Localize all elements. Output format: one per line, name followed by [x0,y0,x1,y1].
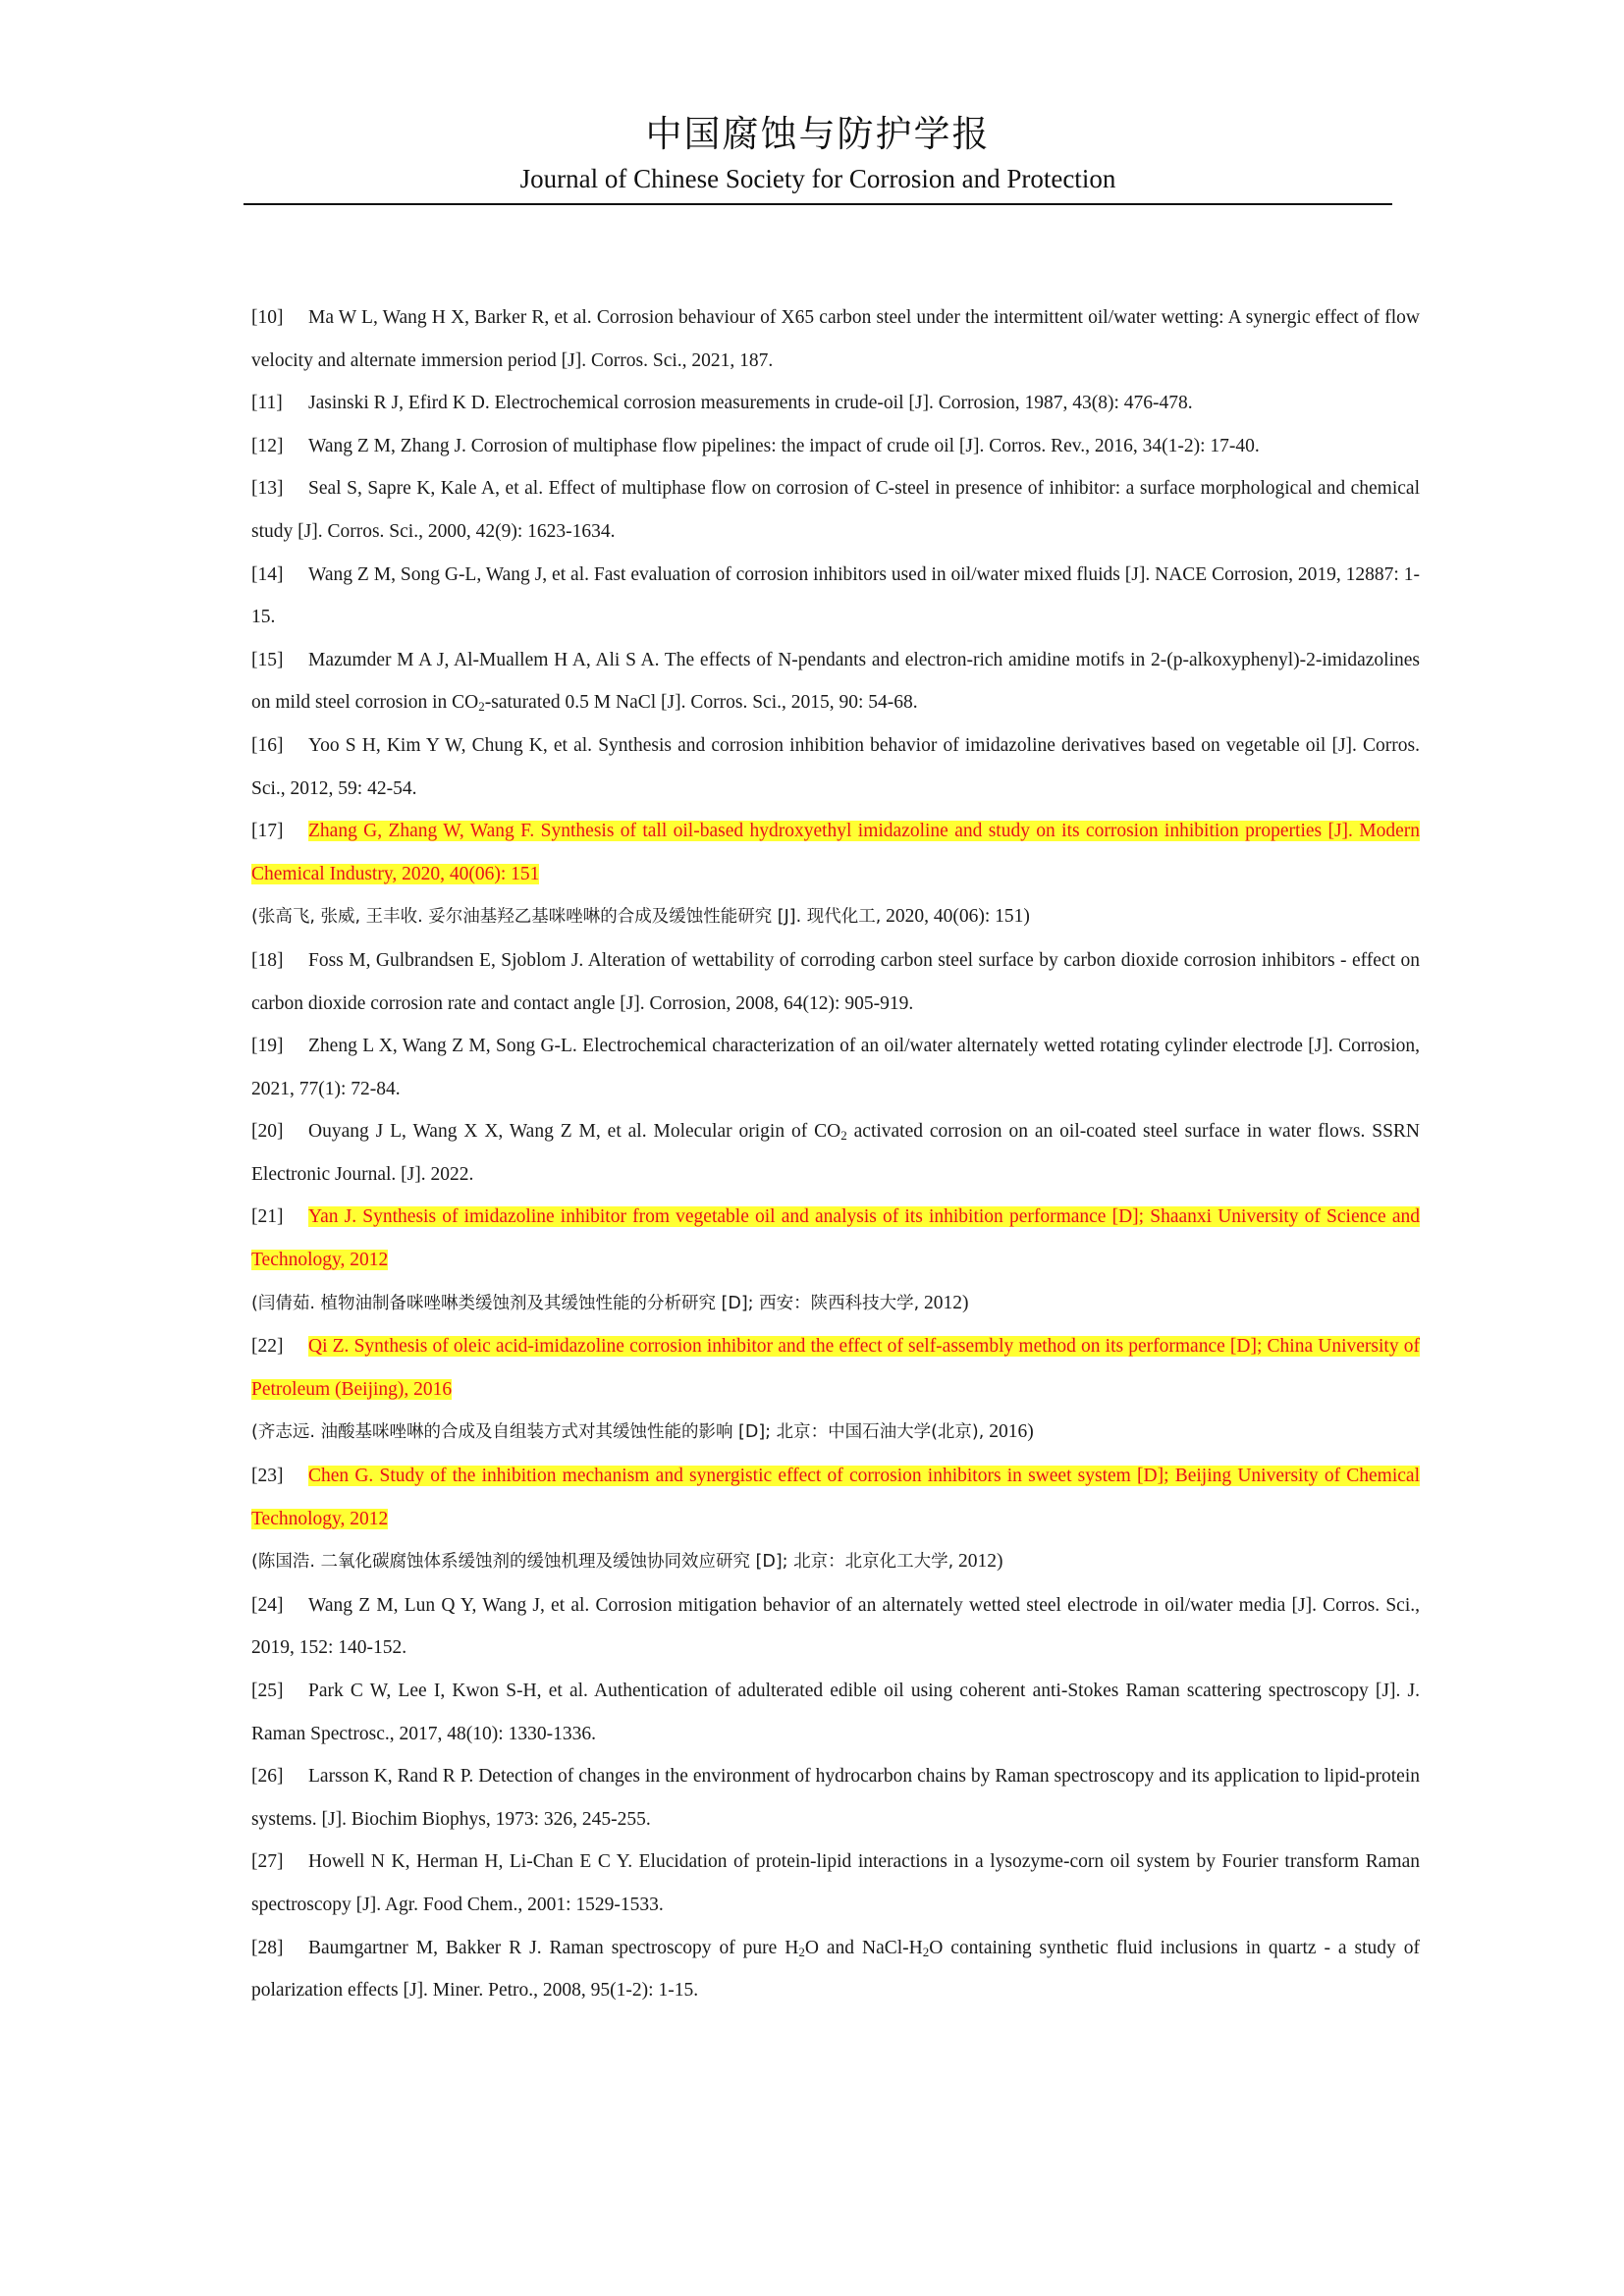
subscript: 2 [478,699,485,715]
translation-tail: 2012) [953,1551,1003,1573]
reference-text: Park C W, Lee I, Kwon S-H, et al. Authentication of adulterated edible oil using coherent anti-Stokes Raman scattering spectroscopy [J]. J. Raman Spectrosc., 2017, 48(10): 1330-1336. [251,1681,1420,1744]
subscript: 2 [798,1944,805,1959]
reference-16 [251,724,1420,810]
reference-text: Wang Z M, Lun Q Y, Wang J, et al. Corrosion mitigation behavior of an alternately wetted steel electrode in oil/water media [J]. Corros. Sci., 2019, 152: 140-152. [251,1594,1420,1659]
reference-10 [251,296,1420,382]
reference-text: Foss M, Gulbrandsen E, Sjoblom J. Alteration of wettability of corroding carbon steel surface by carbon dioxide corrosion inhibitors - effect on carbon dioxide corrosion rate and contact angle [J]. Corrosion, 2008, 64(12): 905-919. [251,949,1420,1014]
highlighted-reference-text: Zhang G, Zhang W, Wang F. Synthesis of tall oil-based hydroxyethyl imidazoline and study on its corrosion inhibition properties [J]. Modern Chemical Industry, 2020, 40(06): 151 [251,821,1420,884]
reference-number: [21] [251,1206,284,1228]
reference-text: Wang Z M, Song G-L, Wang J, et al. Fast evaluation of corrosion inhibitors used in oil/water mixed fluids [J]. NACE Corrosion, 2019, 12887: 1-15. [251,563,1420,628]
reference-text: Seal S, Sapre K, Kale A, et al. Effect of multiphase flow on corrosion of C-steel in presence of inhibitor: a surface morphological and chemical study [J]. Corros. Sci., 2000, 42(9): 1623-1634. [251,478,1420,542]
reference-text-part: Mazumder M A J, Al-Muallem H A, Ali S A. The effects of N-pendants and electron-rich amidine motifs in 2-(p-alkoxyphenyl)-2-imidazolines on mild steel corrosion in CO [251,649,1420,714]
reference-21-chinese-translation [251,1282,1420,1326]
translation-tail: 2012) [919,1292,969,1313]
reference-text-part: Ouyang J L, Wang X X, Wang Z M, et al. Molecular origin of CO [308,1121,841,1143]
reference-11 [251,382,1420,425]
reference-number: [27] [251,1851,284,1873]
reference-number: [24] [251,1594,284,1616]
reference-number: [11] [251,393,283,414]
reference-number: [23] [251,1466,284,1487]
subscript: 2 [922,1944,930,1959]
reference-text: Yoo S H, Kim Y W, Chung K, et al. Synthesis and corrosion inhibition behavior of imidazoline derivatives based on vegetable oil [J]. Corros. Sci., 2012, 59: 42-54. [251,734,1420,799]
reference-text-part: Baumgartner M, Bakker R J. Raman spectroscopy of pure H [308,1937,799,1958]
subscript: 2 [840,1128,847,1144]
translation-tail: 2016) [984,1421,1034,1443]
highlighted-reference-text: Yan J. Synthesis of imidazoline inhibitor from vegetable oil and analysis of its inhibition performance [D]; Shaanxi University of Science and Technology, 2012 [251,1206,1420,1271]
reference-18 [251,939,1420,1025]
reference-17 [251,810,1420,895]
reference-text-part: O and NaCl-H [804,1937,923,1958]
reference-23 [251,1455,1420,1540]
reference-text: Zheng L X, Wang Z M, Song G-L. Electrochemical characterization of an oil/water alternately wetted rotating cylinder electrode [J]. Corrosion, 2021, 77(1): 72-84. [251,1036,1420,1099]
reference-21 [251,1196,1420,1281]
reference-28 [251,1927,1420,2012]
reference-number: [17] [251,821,284,842]
translation-tail: 2020, 40(06): 151) [881,906,1030,928]
reference-20 [251,1110,1420,1196]
reference-14 [251,554,1420,639]
reference-number: [28] [251,1937,284,1958]
reference-27 [251,1841,1420,1926]
reference-13 [251,467,1420,553]
reference-number: [16] [251,734,284,756]
reference-number: [15] [251,649,284,670]
reference-24 [251,1584,1420,1670]
reference-number: [25] [251,1681,284,1701]
reference-number: [14] [251,563,284,585]
reference-22-chinese-translation [251,1411,1420,1455]
reference-number: [13] [251,478,284,500]
reference-text: Howell N K, Herman H, Li-Chan E C Y. Elucidation of protein-lipid interactions in a lysozyme-corn oil system by Fourier transform Raman spectroscopy [J]. Agr. Food Chem., 2001: 1529-1533. [251,1851,1420,1915]
translation-cn: (张高飞, 张威, 王丰收. 妥尔油基羟乙基咪唑啉的合成及缓蚀性能研究 [J]. 现代化工, [251,907,882,928]
reference-17-chinese-translation [251,895,1420,939]
reference-number: [22] [251,1336,284,1358]
reference-text: Wang Z M, Zhang J. Corrosion of multiphase flow pipelines: the impact of crude oil [J]. Corros. Rev., 2016, 34(1-2): 17-40. [308,435,1260,456]
journal-title-en: Journal of Chinese Society for Corrosion and Protection [519,164,1116,193]
reference-number: [19] [251,1036,284,1057]
reference-text-part: O containing synthetic fluid inclusions in quartz - a study of polarization effects [J]. Miner. Petro., 2008, 95(1-2): 1-15. [251,1937,1420,2002]
reference-25 [251,1670,1420,1755]
reference-text-part: -saturated 0.5 M NaCl [J]. Corros. Sci., 2015, 90: 54-68. [484,692,918,714]
reference-23-chinese-translation [251,1540,1420,1584]
reference-12 [251,425,1420,468]
highlighted-reference-text: Qi Z. Synthesis of oleic acid-imidazoline corrosion inhibitor and the effect of self-assembly method on its performance [D]; China University of Petroleum (Beijing), 2016 [251,1336,1420,1400]
reference-number: [12] [251,435,284,456]
reference-number: [26] [251,1766,284,1788]
reference-15 [251,639,1420,724]
translation-cn: (齐志远. 油酸基咪唑啉的合成及自组装方式对其缓蚀性能的影响 [D]; 北京：中国石油大学(北京), [251,1422,985,1443]
highlighted-reference-text: Chen G. Study of the inhibition mechanism and synergistic effect of corrosion inhibitors in sweet system [D]; Beijing University of Chemical Technology, 2012 [251,1466,1420,1529]
header-rule [244,203,1392,205]
reference-text-part: activated corrosion on an oil-coated steel surface in water flows. SSRN Electronic Journal. [J]. 2022. [251,1121,1420,1185]
reference-number: [10] [251,307,284,328]
reference-26 [251,1755,1420,1841]
journal-title-cn: 中国腐蚀与防护学报 [645,113,991,155]
reference-list [251,296,1420,2012]
reference-number: [18] [251,949,284,971]
reference-text: Larsson K, Rand R P. Detection of changes in the environment of hydrocarbon chains by Raman spectroscopy and its application to lipid-protein systems. [J]. Biochim Biophys, 1973: 326, 245-255. [251,1766,1420,1830]
translation-cn: (陈国浩. 二氧化碳腐蚀体系缓蚀剂的缓蚀机理及缓蚀协同效应研究 [D]; 北京：北京化工大学, [251,1552,954,1573]
reference-text: Jasinski R J, Efird K D. Electrochemical corrosion measurements in crude-oil [J]. Corrosion, 1987, 43(8): 476-478. [308,393,1193,414]
reference-number: [20] [251,1121,284,1143]
journal-header [244,110,1392,196]
reference-22 [251,1325,1420,1411]
reference-text: Ma W L, Wang H X, Barker R, et al. Corrosion behaviour of X65 carbon steel under the intermittent oil/water wetting: A synergic effect of flow velocity and alternate immersion period [J]. Corros. Sci., 2021, 187. [251,307,1420,371]
translation-cn: (闫倩茹. 植物油制备咪唑啉类缓蚀剂及其缓蚀性能的分析研究 [D]; 西安：陕西科技大学, [251,1293,920,1313]
reference-19 [251,1025,1420,1110]
